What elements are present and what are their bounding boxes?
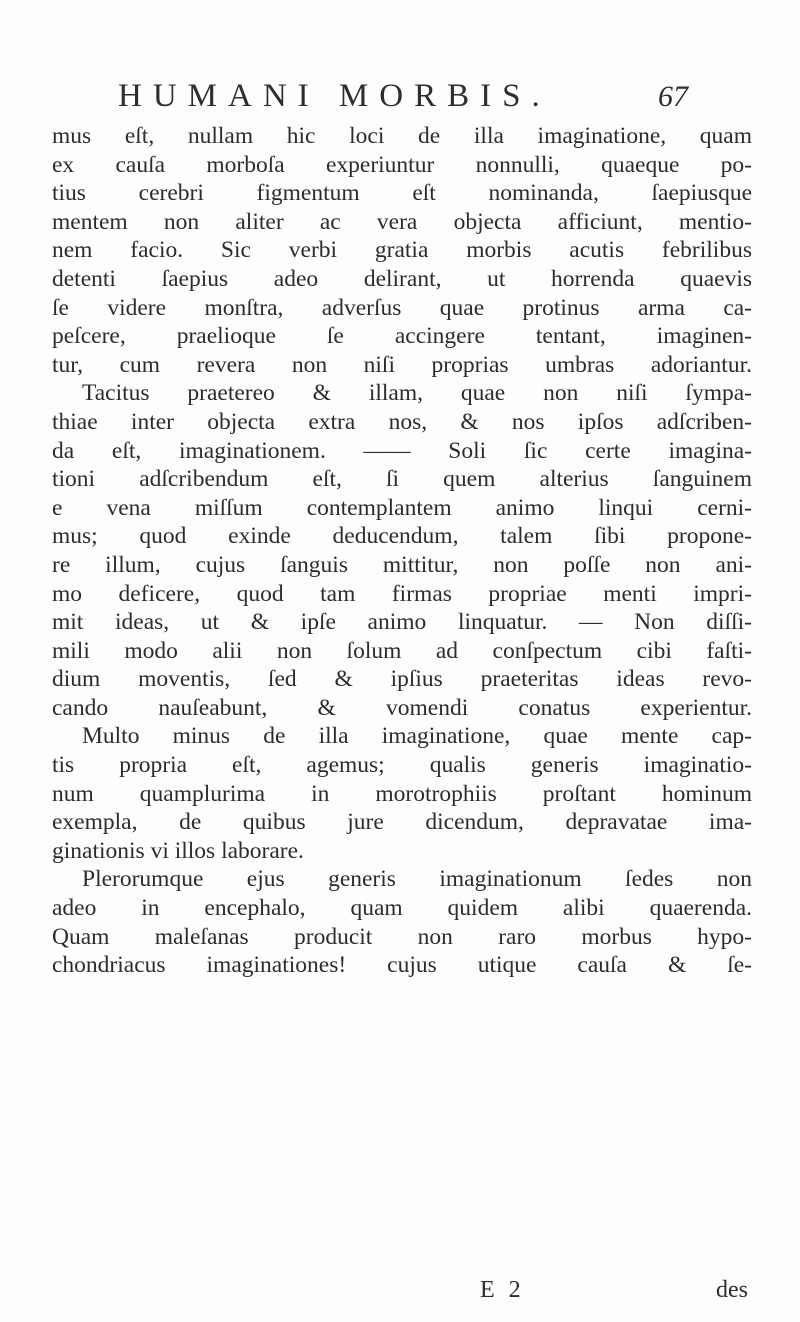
text-line: mentem non aliter ac vera objecta afficiunt, mentio- [52, 208, 752, 235]
text-line: mili modo alii non ſolum ad conſpectum cibi faſti- [52, 637, 752, 664]
text-line: cando nauſeabunt, & vomendi conatus experientur. [52, 694, 752, 721]
text-line: re illum, cujus ſanguis mittitur, non poſſe non ani- [52, 551, 752, 578]
text-line: e vena miſſum contemplantem animo linqui cerni- [52, 494, 752, 521]
text-line: tur, cum revera non niſi proprias umbras adoriantur. [52, 351, 752, 378]
text-line: mo deficere, quod tam firmas propriae menti impri- [52, 580, 752, 607]
text-line: detenti ſaepius adeo delirant, ut horrenda quaevis [52, 265, 752, 292]
text-line: Quam maleſanas producit non raro morbus hypo- [52, 923, 752, 950]
text-line: Plerorumque ejus generis imaginationum ſedes non [82, 866, 752, 893]
page-footer [52, 1277, 752, 1307]
body-text [52, 122, 752, 980]
text-line: adeo in encephalo, quam quidem alibi quaerenda. [52, 895, 752, 922]
text-line: tius cerebri figmentum eſt nominanda, ſaepiusque [52, 180, 752, 207]
text-line: thiae inter objecta extra nos, & nos ipſos adſcriben- [52, 408, 752, 435]
text-line: mus; quod exinde deducendum, talem ſibi propone- [52, 523, 752, 550]
text-line: ſe videre monſtra, adverſus quae protinus arma ca- [52, 294, 752, 321]
page-number: 67 [658, 80, 688, 113]
text-line: da eſt, imaginationem. —— Soli ſic certe imagina- [52, 437, 752, 464]
text-line: mit ideas, ut & ipſe animo linquatur. — Non diſſi- [52, 609, 752, 636]
text-line: tioni adſcribendum eſt, ſi quem alterius ſanguinem [52, 466, 752, 493]
text-line: num quamplurima in morotrophiis proſtant hominum [52, 780, 752, 807]
text-line: Multo minus de illa imaginatione, quae mente cap- [82, 723, 752, 750]
running-head [118, 78, 688, 118]
catchword: des [716, 1277, 748, 1303]
text-line: peſcere, praelioque ſe accingere tentant, imaginen- [52, 323, 752, 350]
text-line: exempla, de quibus jure dicendum, depravatae ima- [52, 809, 752, 836]
text-line: Tacitus praetereo & illam, quae non niſi ſympa- [82, 380, 752, 407]
text-line: nem facio. Sic verbi gratia morbis acutis febrilibus [52, 237, 752, 264]
signature-mark: E 2 [480, 1277, 525, 1303]
text-line: ex cauſa morboſa experiuntur nonnulli, quaeque po- [52, 151, 752, 178]
text-line: mus eſt, nullam hic loci de illa imaginatione, quam [52, 123, 752, 149]
running-title: HUMANI MORBIS. [118, 78, 551, 114]
text-line: tis propria eſt, agemus; qualis generis imaginatio- [52, 752, 752, 779]
text-line: chondriacus imaginationes! cujus utique cauſa & ſe- [52, 952, 752, 979]
text-line: dium moventis, ſed & ipſius praeteritas ideas revo- [52, 666, 752, 693]
text-line: ginationis vi illos laborare. [52, 837, 304, 864]
